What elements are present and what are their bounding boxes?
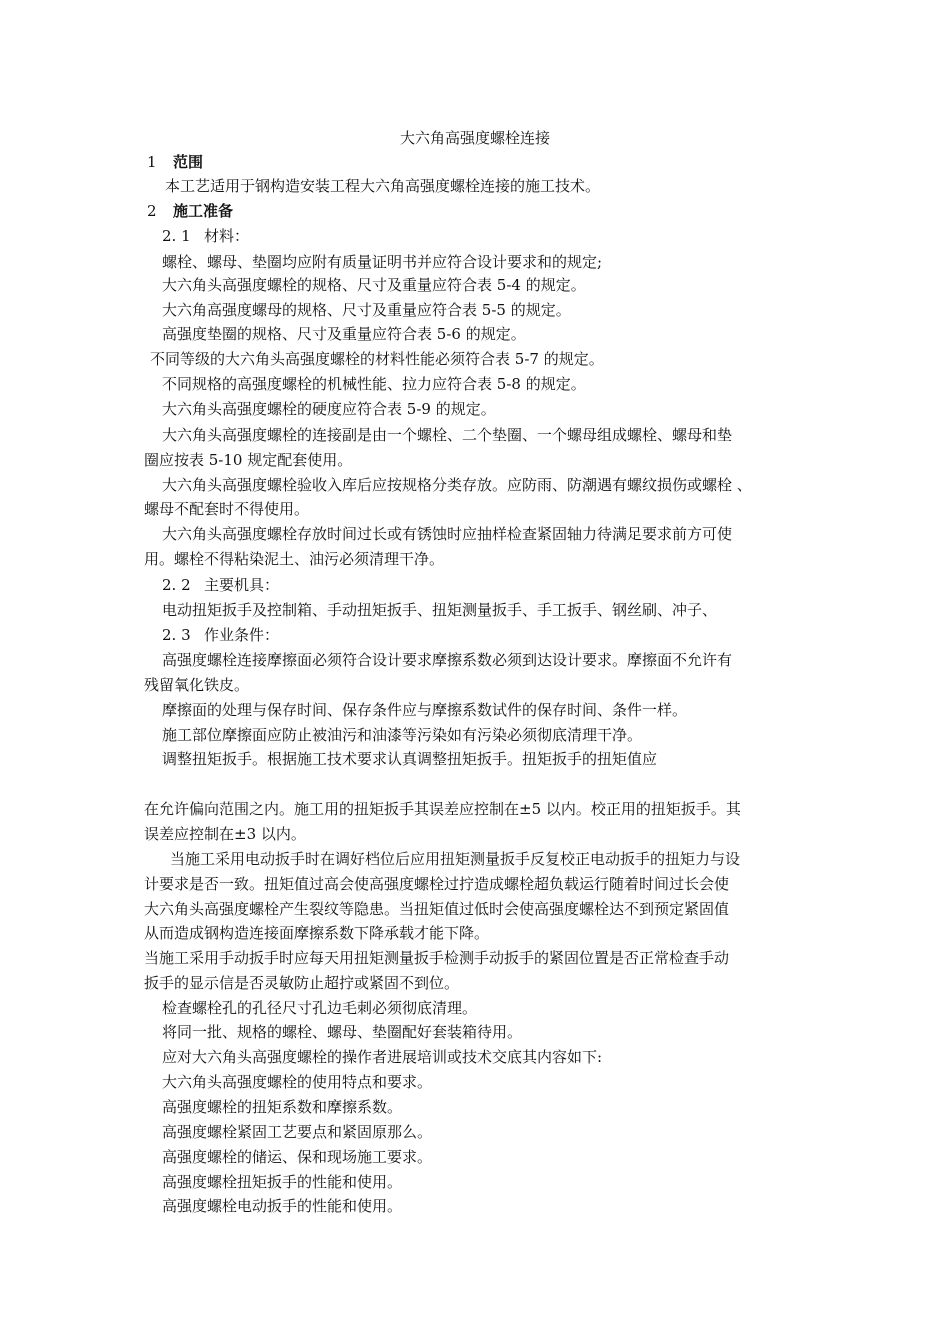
list-item: 大六角头高强度螺栓的使用特点和要求。 — [162, 1073, 433, 1091]
paragraph-line: 误差应控制在±3 以内。 — [144, 825, 306, 843]
section-1-heading — [147, 152, 203, 172]
paragraph-line: 当施工采用电动扳手时在调好档位后应用扭矩测量扳手反复校正电动扳手的扭矩力与设 — [170, 850, 741, 868]
paragraph: 不同规格的高强度螺栓的机械性能、拉力应符合表 5-8 的规定。 — [162, 375, 586, 393]
subsection-number: 2. 2 — [162, 576, 191, 594]
list-item: 高强度螺栓的扭矩系数和摩擦系数。 — [162, 1098, 403, 1116]
list-item: 高强度螺栓扭矩扳手的性能和使用。 — [162, 1173, 403, 1191]
section-2-heading — [147, 201, 233, 221]
paragraph-line: 高强度螺栓连接摩擦面必须符合设计要求摩擦系数必须到达设计要求。摩擦面不允许有 — [162, 651, 733, 669]
subsection-2-1-heading — [162, 226, 249, 246]
paragraph: 大六角头高强度螺栓的硬度应符合表 5-9 的规定。 — [162, 400, 496, 418]
paragraph-line: 当施工采用手动扳手时应每天用扭矩测量扳手检测手动扳手的紧固位置是否正常检查手动 — [144, 949, 730, 967]
paragraph-line: 计要求是否一致。扭矩值过高会使高强度螺栓过拧造成螺栓超负载运行随着时间过长会使 — [144, 875, 730, 893]
subsection-2-3-heading — [162, 625, 279, 645]
subsection-title: 作业条件： — [204, 626, 280, 644]
paragraph-line: 大六角头高强度螺栓验收入库后应按规格分类存放。应防雨、防潮遇有螺纹损伤或螺栓 、 — [162, 476, 752, 494]
subsection-title: 主要机具： — [204, 576, 280, 594]
section-title: 施工准备 — [173, 202, 234, 220]
paragraph-line: 用。螺栓不得粘染泥土、油污必须清理干净。 — [144, 550, 445, 568]
paragraph-line: 在允许偏向范围之内。施工用的扭矩扳手其误差应控制在±5 以内。校正用的扭矩扳手。其 — [144, 800, 741, 818]
subsection-number: 2. 1 — [162, 227, 191, 245]
paragraph: 应对大六角头高强度螺栓的操作者进展培训或技术交底其内容如下: — [162, 1048, 603, 1066]
subsection-number: 2. 3 — [162, 626, 191, 644]
paragraph-line: 从而造成钢构造连接面摩擦系数下降承载才能下降。 — [144, 924, 490, 942]
list-item: 高强度螺栓的储运、保和现场施工要求。 — [162, 1148, 433, 1166]
paragraph-line: 大六角头高强度螺栓产生裂纹等隐患。当扭矩值过低时会使高强度螺栓达不到预定紧固值 — [144, 900, 730, 918]
subsection-title: 材料： — [204, 227, 250, 245]
paragraph: 不同等级的大六角头高强度螺栓的材料性能必须符合表 5-7 的规定。 — [150, 350, 604, 368]
paragraph-line: 大六角头高强度螺栓的连接副是由一个螺栓、二个垫圈、一个螺母组成螺栓、螺母和垫 — [162, 426, 733, 444]
paragraph-line: 调整扭矩扳手。根据施工技术要求认真调整扭矩扳手。扭矩扳手的扭矩值应 — [162, 750, 658, 768]
paragraph-line: 圈应按表 5-10 规定配套使用。 — [144, 451, 353, 469]
paragraph-line: 扳手的显示信是否灵敏防止超拧或紧固不到位。 — [144, 974, 460, 992]
paragraph-line: 大六角头高强度螺栓存放时间过长或有锈蚀时应抽样检查紧固轴力待满足要求前方可使 — [162, 525, 733, 543]
section-number: 2 — [147, 202, 157, 220]
paragraph: 大六角头高强度螺栓的规格、尺寸及重量应符合表 5-4 的规定。 — [162, 276, 586, 294]
paragraph: 大六角高强度螺母的规格、尺寸及重量应符合表 5-5 的规定。 — [162, 301, 571, 319]
subsection-2-2-heading — [162, 575, 279, 595]
paragraph-line: 残留氧化铁皮。 — [144, 676, 250, 694]
section-number: 1 — [147, 153, 157, 171]
paragraph: 螺栓、螺母、垫圈均应附有质量证明书并应符合设计要求和的规定; — [162, 253, 603, 271]
list-item: 高强度螺栓电动扳手的性能和使用。 — [162, 1197, 403, 1215]
document-title: 大六角高强度螺栓连接 — [399, 129, 550, 147]
paragraph: 本工艺适用于钢构造安装工程大六角高强度螺栓连接的施工技术。 — [165, 177, 601, 195]
section-title: 范围 — [173, 153, 204, 171]
paragraph-line: 螺母不配套时不得使用。 — [144, 500, 310, 518]
paragraph: 将同一批、规格的螺栓、螺母、垫圈配好套装箱待用。 — [162, 1023, 523, 1041]
paragraph: 检查螺栓孔的孔径尺寸孔边毛刺必须彻底清理。 — [162, 999, 478, 1017]
list-item: 高强度螺栓紧固工艺要点和紧固原那么。 — [162, 1123, 433, 1141]
paragraph: 施工部位摩擦面应防止被油污和油漆等污染如有污染必须彻底清理干净。 — [162, 726, 643, 744]
paragraph: 摩擦面的处理与保存时间、保存条件应与摩擦系数试件的保存时间、条件一样。 — [162, 701, 688, 719]
paragraph: 电动扭矩扳手及控制箱、手动扭矩扳手、扭矩测量扳手、手工扳手、钢丝刷、冲子、 — [162, 601, 718, 619]
paragraph: 高强度垫圈的规格、尺寸及重量应符合表 5-6 的规定。 — [162, 325, 526, 343]
